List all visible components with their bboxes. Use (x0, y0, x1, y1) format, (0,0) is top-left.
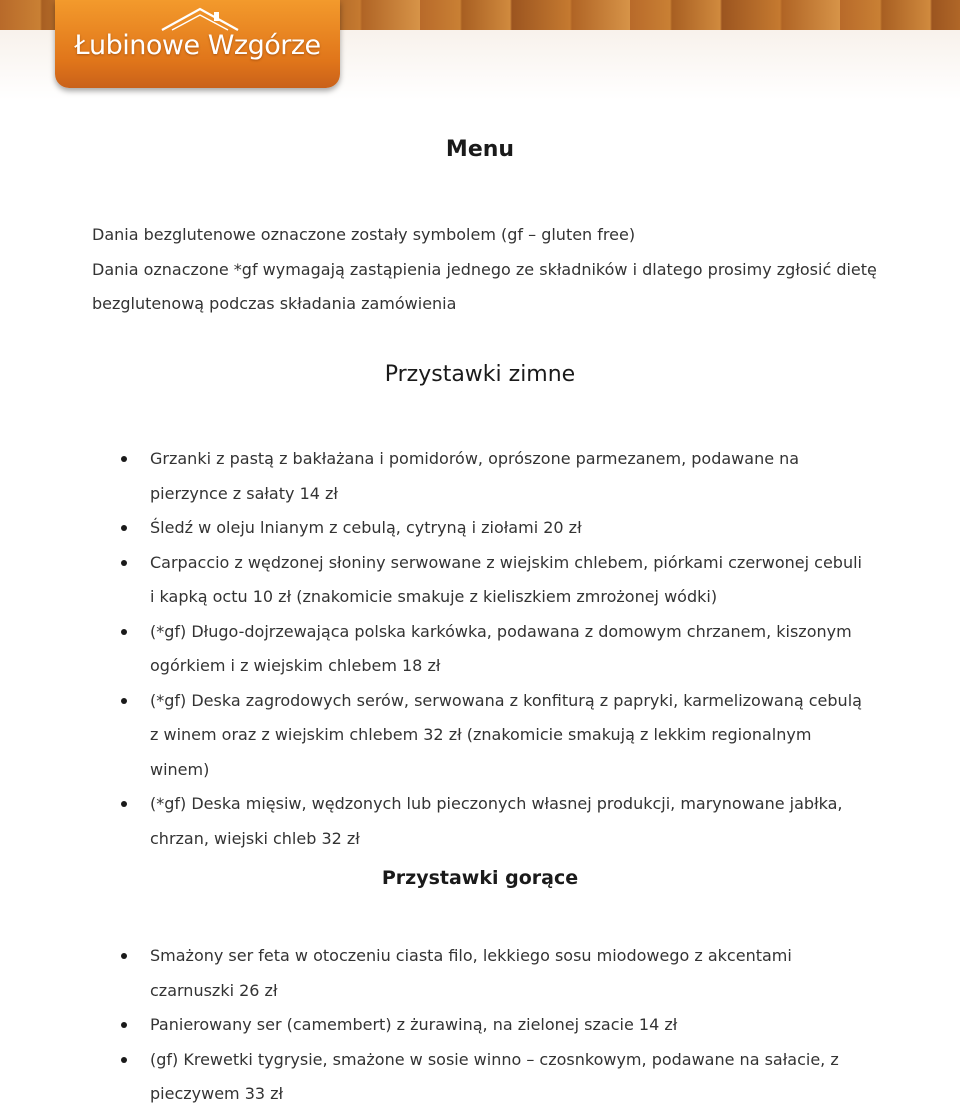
bullet-icon (121, 629, 127, 635)
intro-notes (92, 218, 892, 322)
menu-item-text: Panierowany ser (camembert) z żurawiną, na zielonej szacie 14 zł (150, 1015, 678, 1034)
menu-item-text: Carpaccio z wędzonej słoniny serwowane z wiejskim chlebem, piórkami czerwonej cebuli i kapką octu 10 zł (znakomicie smakuje z kieliszkiem zmrożonej wódki) (150, 552, 862, 606)
bullet-icon (121, 560, 127, 566)
menu-item (150, 615, 870, 684)
menu-item (150, 442, 870, 511)
menu-item (150, 511, 870, 546)
section-title-cold-starters: Przystawki zimne (384, 362, 576, 387)
cold-starters-list (150, 442, 870, 856)
menu-item-text: (*gf) Deska mięsiw, wędzonych lub pieczonych własnej produkcji, marynowane jabłka, chrzan, wiejski chleb 32 zł (150, 794, 843, 848)
menu-item-text: (*gf) Deska zagrodowych serów, serwowana z konfiturą z papryki, karmelizowaną cebulą z winem oraz z wiejskim chlebem 32 zł (znakomicie smakują z lekkim regionalnym winem) (150, 690, 862, 779)
bullet-icon (121, 525, 127, 531)
menu-item-text: Śledź w oleju lnianym z cebulą, cytryną i ziołami 20 zł (150, 518, 582, 537)
menu-item-text: (*gf) Długo-dojrzewająca polska karkówka, podawana z domowym chrzanem, kiszonym ogórkiem i z wiejskim chlebem 18 zł (150, 621, 852, 675)
intro-line: Dania bezglutenowe oznaczone zostały symbolem (gf – gluten free) (92, 225, 636, 244)
intro-line: bezglutenową podczas składania zamówienia (92, 294, 457, 313)
menu-item (150, 787, 870, 856)
bullet-icon (121, 456, 127, 462)
menu-item (150, 939, 870, 1008)
menu-item (150, 1043, 870, 1106)
menu-item (150, 684, 870, 788)
header (0, 0, 960, 100)
bullet-icon (121, 953, 127, 959)
menu-item-text: (gf) Krewetki tygrysie, smażone w sosie winno – czosnkowym, podawane na sałacie, z pieczywem 33 zł (150, 1049, 839, 1103)
bullet-icon (121, 1022, 127, 1028)
logo[interactable] (55, 0, 340, 88)
section-title-hot-starters: Przystawki gorące (381, 867, 579, 889)
menu-item (150, 546, 870, 615)
bullet-icon (121, 1057, 127, 1063)
house-roof-icon (160, 6, 240, 32)
bullet-icon (121, 801, 127, 807)
page-title: Menu (445, 137, 515, 162)
menu-item (150, 1008, 870, 1043)
bullet-icon (121, 698, 127, 704)
menu-item-text: Smażony ser feta w otoczeniu ciasta filo, lekkiego sosu miodowego z akcentami czarnuszki 26 zł (150, 946, 792, 1000)
menu-item-text: Grzanki z pastą z bakłażana i pomidorów, oprószone parmezanem, podawane na pierzynce z sałaty 14 zł (150, 449, 800, 503)
intro-line: Dania oznaczone *gf wymagają zastąpienia jednego ze składników i dlatego prosimy zgłosić dietę (92, 259, 877, 279)
logo-text: Łubinowe Wzgórze (74, 30, 321, 61)
hot-starters-list (150, 939, 870, 1106)
